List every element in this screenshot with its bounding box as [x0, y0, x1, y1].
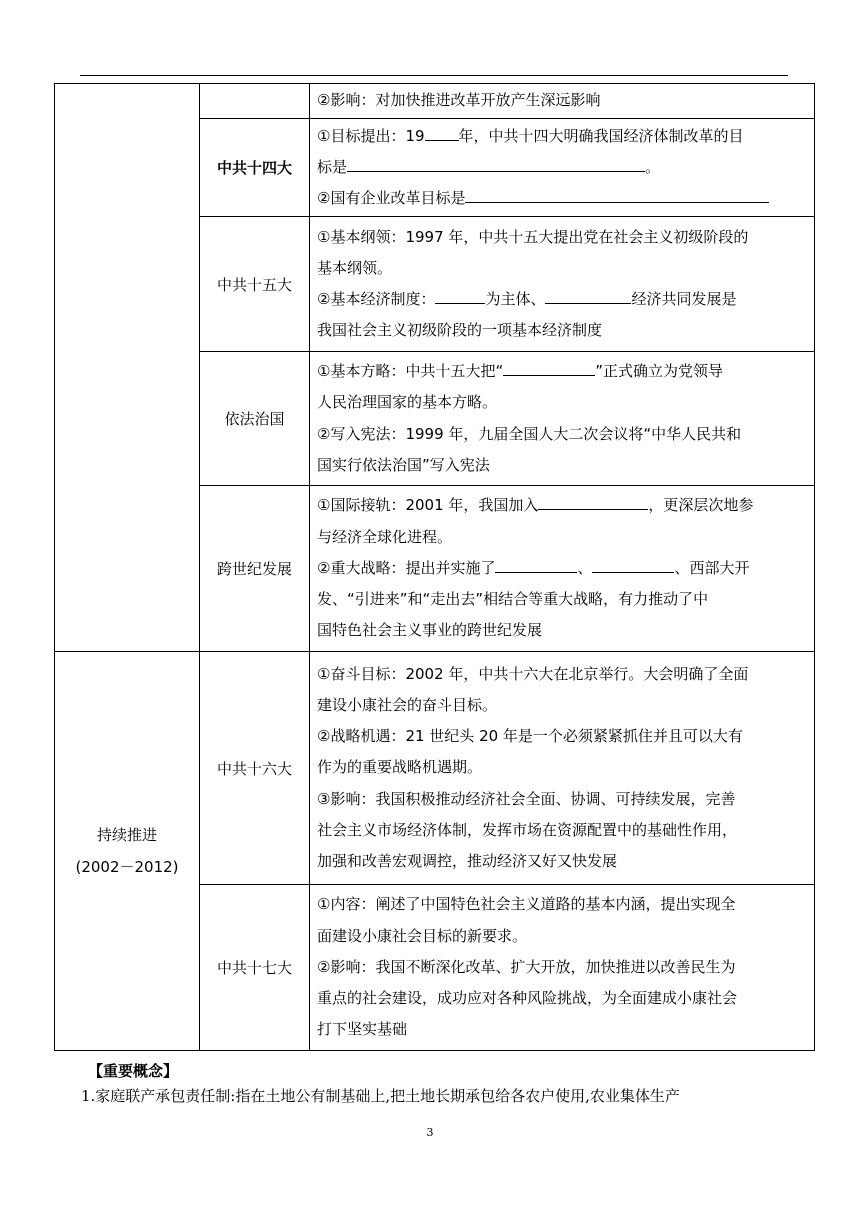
text-line	[317, 152, 808, 183]
content-cell	[310, 486, 815, 652]
stage-cell	[55, 652, 200, 1051]
content-cell	[310, 352, 815, 486]
text-fragment: ，更深层次地参	[648, 496, 754, 515]
text-line: ①内容：阐述了中国特色社会主义道路的基本内涵，提出实现全	[317, 895, 736, 914]
text-fragment: 、西部大开	[674, 558, 750, 577]
text-line	[317, 553, 808, 584]
text-line: ①奋斗目标：2002 年，中共十六大在北京举行。大会明确了全面	[317, 664, 749, 683]
content-cell	[310, 652, 815, 885]
text-fragment: 标是	[317, 157, 348, 176]
event-cell: 中共十四大	[200, 119, 310, 217]
text-fragment: ”正式确立为党领导	[595, 362, 724, 381]
text-line: ②写入宪法：1999 年，九届全国人大二次会议将“中华人民共和	[317, 424, 742, 443]
text-fragment: 。	[645, 157, 661, 176]
text-line: 国特色社会主义事业的跨世纪发展	[317, 621, 543, 640]
event-cell: 中共十五大	[200, 217, 310, 352]
fill-blank	[465, 185, 769, 203]
text-fragment: 、	[577, 558, 593, 577]
event-cell: 中共十七大	[200, 885, 310, 1051]
content-cell	[310, 119, 815, 217]
fill-blank	[592, 555, 674, 573]
concepts-title: 【重要概念】	[88, 1062, 179, 1080]
fill-blank	[503, 358, 595, 376]
fill-blank	[545, 286, 631, 304]
text-fragment: 经济共同发展是	[631, 290, 737, 308]
text-line: 基本纲领。	[317, 258, 393, 277]
content-cell	[310, 885, 815, 1051]
page-number: 3	[426, 1126, 434, 1139]
event-cell	[200, 84, 310, 119]
text-fragment: ②国有企业改革目标是	[317, 189, 466, 208]
text-line: 发、“引进来”和“走出去”相结合等重大战略，有力推动了中	[317, 590, 709, 609]
content-cell	[310, 217, 815, 352]
event-cell: 中共十六大	[200, 652, 310, 885]
event-cell: 跨世纪发展	[200, 486, 310, 652]
text-fragment: 年，中共十四大明确我国经济体制改革的目	[458, 126, 744, 145]
text-line	[317, 121, 808, 152]
text-line: ②影响：对加快推进改革开放产生深远影响	[317, 91, 601, 110]
header-rule	[80, 75, 788, 76]
text-line: 面建设小康社会目标的新要求。	[317, 926, 528, 945]
text-line	[317, 284, 808, 315]
text-line: 人民治理国家的基本方略。	[317, 393, 498, 412]
fill-blank	[435, 286, 485, 304]
text-line: 作为的重要战略机遇期。	[317, 758, 483, 777]
table-row	[55, 652, 815, 885]
text-line: 社会主义市场经济体制，发挥市场在资源配置中的基础性作用，	[317, 820, 738, 839]
stage-cell	[55, 84, 200, 652]
stage-name: 持续推进	[96, 826, 157, 844]
content-cell	[310, 84, 815, 119]
text-line: 加强和改善宏观调控，推动经济又好又快发展	[317, 852, 618, 870]
text-line: 重点的社会建设，成功应对各种风险挑战，为全面建成小康社会	[317, 989, 738, 1008]
concept-item: 1.家庭联产承包责任制:指在土地公有制基础上,把土地长期承包给各农户使用,农业集体生产	[81, 1087, 680, 1105]
text-line: 国实行依法治国”写入宪法	[317, 455, 490, 474]
text-line	[317, 183, 808, 214]
fill-blank	[425, 123, 459, 141]
text-fragment: ①目标提出：19	[317, 126, 425, 145]
stage-years: (2002－2012)	[75, 858, 179, 876]
text-line	[317, 490, 808, 521]
text-line: ①基本纲领：1997 年，中共十五大提出党在社会主义初级阶段的	[317, 227, 749, 246]
text-line: ②影响：我国不断深化改革、扩大开放，加快推进以改善民生为	[317, 957, 736, 976]
fill-blank	[347, 154, 645, 172]
text-fragment: ①基本方略：中共十五大把“	[317, 362, 504, 381]
fill-blank	[538, 492, 648, 510]
text-line: 与经济全球化进程。	[317, 527, 453, 546]
text-line: ②战略机遇：21 世纪头 20 年是一个必须紧紧抓住并且可以大有	[317, 727, 743, 746]
text-line: ③影响：我国积极推动经济社会全面、协调、可持续发展，完善	[317, 789, 736, 808]
text-line	[317, 356, 808, 387]
text-line: 我国社会主义初级阶段的一项基本经济制度	[317, 321, 603, 340]
text-line: 打下坚实基础	[317, 1020, 408, 1039]
fill-blank	[495, 555, 577, 573]
text-fragment: ②基本经济制度：	[317, 290, 436, 308]
text-fragment: 为主体、	[485, 290, 546, 308]
text-fragment: ①国际接轨：2001 年，我国加入	[317, 496, 539, 515]
table-row	[55, 84, 815, 119]
event-cell: 依法治国	[200, 352, 310, 486]
text-fragment: ②重大战略：提出并实施了	[317, 558, 496, 577]
text-line: 建设小康社会的奋斗目标。	[317, 695, 498, 714]
history-table	[54, 83, 815, 1051]
